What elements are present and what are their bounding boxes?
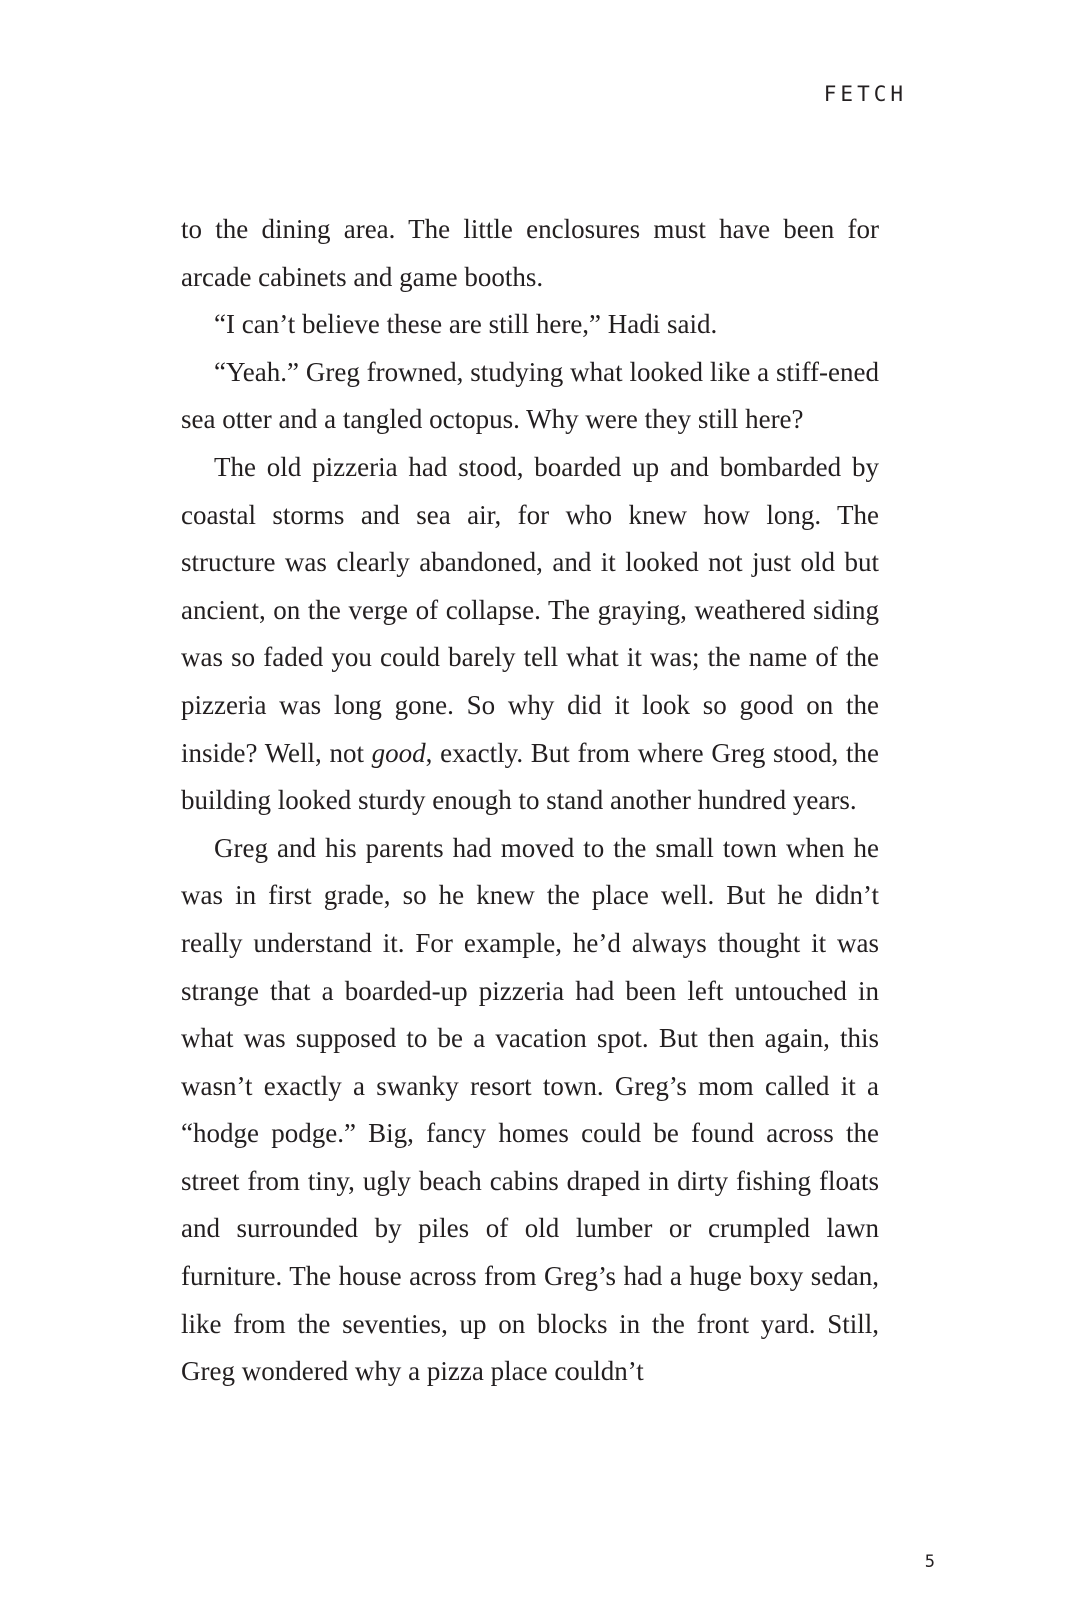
paragraph: to the dining area. The little enclosures must have been for arcade cabinets and game booths. bbox=[181, 214, 879, 292]
emphasis-text: good bbox=[371, 737, 426, 768]
paragraph: “Yeah.” Greg frowned, studying what looked like a stiff-ened sea otter and a tangled octopus. Why were they still here? bbox=[181, 356, 879, 435]
page-number: 5 bbox=[924, 1552, 935, 1572]
paragraph-text: , exactly. But from where Greg stood, the building looked sturdy enough to stand another hundred years. bbox=[181, 737, 879, 816]
paragraph-text: The old pizzeria had stood, boarded up and bombarded by coastal storms and sea air, for who knew how long. The structure was clearly abandoned, and it looked not just old but ancient, on the verge of collapse. The graying, weathered siding was so faded you could barely tell what it was; the name of the pizzeria was long gone. So why did it look so good on the inside? Well, not bbox=[181, 451, 879, 768]
paragraph: Greg and his parents had moved to the small town when he was in first grade, so he knew the place well. But he didn’t really understand it. For example, he’d always thought it was strange that a boarded-up pizzeria had been left untouched in what was supposed to be a vacation spot. But then again, this wasn’t exactly a swanky resort town. Greg’s mom called it a “hodge podge.” Big, fancy homes could be found across the street from tiny, ugly beach cabins draped in dirty fishing floats and surrounded by piles of old lumber or crumpled lawn furniture. The house across from Greg’s had a huge boxy sedan, like from the seventies, up on blocks in the front yard. Still, Greg wondered why a pizza place couldn’t bbox=[181, 832, 879, 1387]
paragraph bbox=[181, 444, 879, 825]
running-head: FETCH bbox=[823, 82, 907, 106]
body-text bbox=[181, 206, 879, 1396]
paragraph: “I can’t believe these are still here,” Hadi said. bbox=[214, 309, 718, 340]
